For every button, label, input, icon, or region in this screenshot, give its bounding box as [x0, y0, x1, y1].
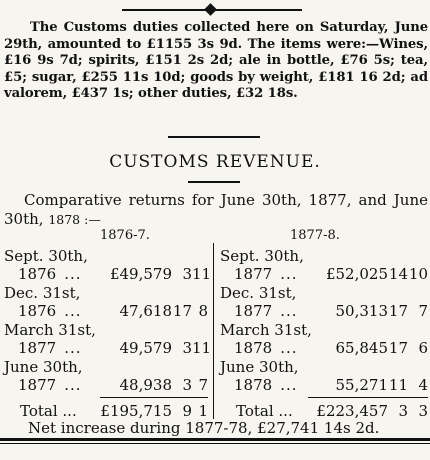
left-entry-label: March 31st,	[4, 321, 96, 339]
intro-year: 1878 :—	[48, 212, 101, 227]
right-entry-year: 1877	[234, 265, 273, 283]
left-march-pounds: 49,579	[119, 339, 172, 357]
section-heading: CUSTOMS REVENUE.	[109, 152, 321, 172]
right-entry-label: June 30th,	[220, 358, 299, 376]
customs-duties-paragraph: The Customs duties collected here on Saturday, June 29th, amounted to £1155 3s 9d. The items were:—Wines, £16 9s 7d; spirits, £151 2s 2d; ale in bottle, £76 5s; tea, £5; sugar, £255 11s 10d; goods by weight, £181 16 2d; ad valorem, £437 1s; other duties, £32 18s.	[4, 20, 428, 101]
left-entry-march	[4, 321, 96, 357]
left-entry-year: 1876	[18, 302, 57, 320]
leader-dots: ...	[64, 376, 82, 394]
leader-dots: ...	[280, 376, 298, 394]
right-june-shillings: 11	[388, 376, 408, 394]
left-total-label: Total ...	[20, 402, 77, 420]
right-dec-pence: 7	[418, 302, 428, 320]
left-march-shillings: 3	[182, 339, 192, 357]
right-june-pounds: 55,271	[335, 376, 388, 394]
right-june-pence: 4	[418, 376, 428, 394]
right-column-year: 1877-8.	[290, 228, 340, 243]
left-total-pounds: £195,715	[100, 402, 172, 420]
right-entry-june	[220, 358, 299, 394]
right-entry-dec	[220, 284, 298, 320]
right-total-pence: 3	[418, 402, 428, 420]
net-increase-line: Net increase during 1877-78, £27,741 14s 2d.	[28, 419, 380, 437]
left-entry-label: Dec. 31st,	[4, 284, 81, 302]
right-entry-label: March 31st,	[220, 321, 312, 339]
left-march-pence: 11	[192, 339, 212, 357]
bottom-rule-thick	[0, 438, 430, 441]
right-entry-year: 1878	[234, 339, 273, 357]
right-total-pounds: £223,457	[316, 402, 388, 420]
leader-dots: ...	[280, 265, 298, 283]
leader-dots: ...	[64, 265, 82, 283]
right-entry-march	[220, 321, 312, 357]
left-june-pounds: 48,938	[119, 376, 172, 394]
left-dec-pounds: 47,618	[119, 302, 172, 320]
column-divider	[213, 243, 214, 419]
left-column-year: 1876-7.	[100, 228, 150, 243]
right-march-pence: 6	[418, 339, 428, 357]
right-total-label: Total ...	[236, 402, 293, 420]
right-total-shillings: 3	[398, 402, 408, 420]
right-entry-year: 1878	[234, 376, 273, 394]
left-dec-shillings: 17	[172, 302, 192, 320]
left-dec-pence: 8	[198, 302, 208, 320]
left-entry-june	[4, 358, 83, 394]
bottom-rule-thin	[0, 443, 430, 444]
ornament-rule	[122, 6, 302, 14]
right-sept-pounds: £52,025	[325, 265, 388, 283]
left-entry-label: Sept. 30th,	[4, 247, 88, 265]
intro-text	[4, 191, 428, 229]
left-entry-year: 1876	[18, 265, 57, 283]
left-sum-rule	[100, 397, 208, 398]
left-entry-year: 1877	[18, 339, 57, 357]
right-sum-rule	[308, 397, 428, 398]
right-sept-shillings: 14	[388, 265, 408, 283]
right-entry-year: 1877	[234, 302, 273, 320]
right-dec-shillings: 17	[388, 302, 408, 320]
leader-dots: ...	[280, 339, 298, 357]
leader-dots: ...	[64, 339, 82, 357]
left-total-pence: 1	[198, 402, 208, 420]
left-sept-pence: 11	[192, 265, 212, 283]
left-total-shillings: 9	[182, 402, 192, 420]
left-entry-label: June 30th,	[4, 358, 83, 376]
right-entry-label: Dec. 31st,	[220, 284, 297, 302]
intro-main: Comparative returns for June 30th, 1877, and June 30th,	[4, 191, 428, 228]
left-entry-year: 1877	[18, 376, 57, 394]
heading-underline	[188, 181, 240, 183]
right-entry-sept	[220, 247, 304, 283]
left-entry-sept	[4, 247, 88, 283]
right-sept-pence: 10	[408, 265, 428, 283]
left-sept-shillings: 3	[182, 265, 192, 283]
section-divider	[168, 136, 260, 138]
left-sept-pounds: £49,579	[109, 265, 172, 283]
leader-dots: ...	[64, 302, 82, 320]
ornament-diamond-icon	[204, 3, 217, 16]
right-dec-pounds: 50,313	[335, 302, 388, 320]
right-entry-label: Sept. 30th,	[220, 247, 304, 265]
left-june-pence: 7	[198, 376, 208, 394]
right-march-pounds: 65,845	[335, 339, 388, 357]
left-june-shillings: 3	[182, 376, 192, 394]
leader-dots: ...	[280, 302, 298, 320]
right-march-shillings: 17	[388, 339, 408, 357]
left-entry-dec	[4, 284, 82, 320]
